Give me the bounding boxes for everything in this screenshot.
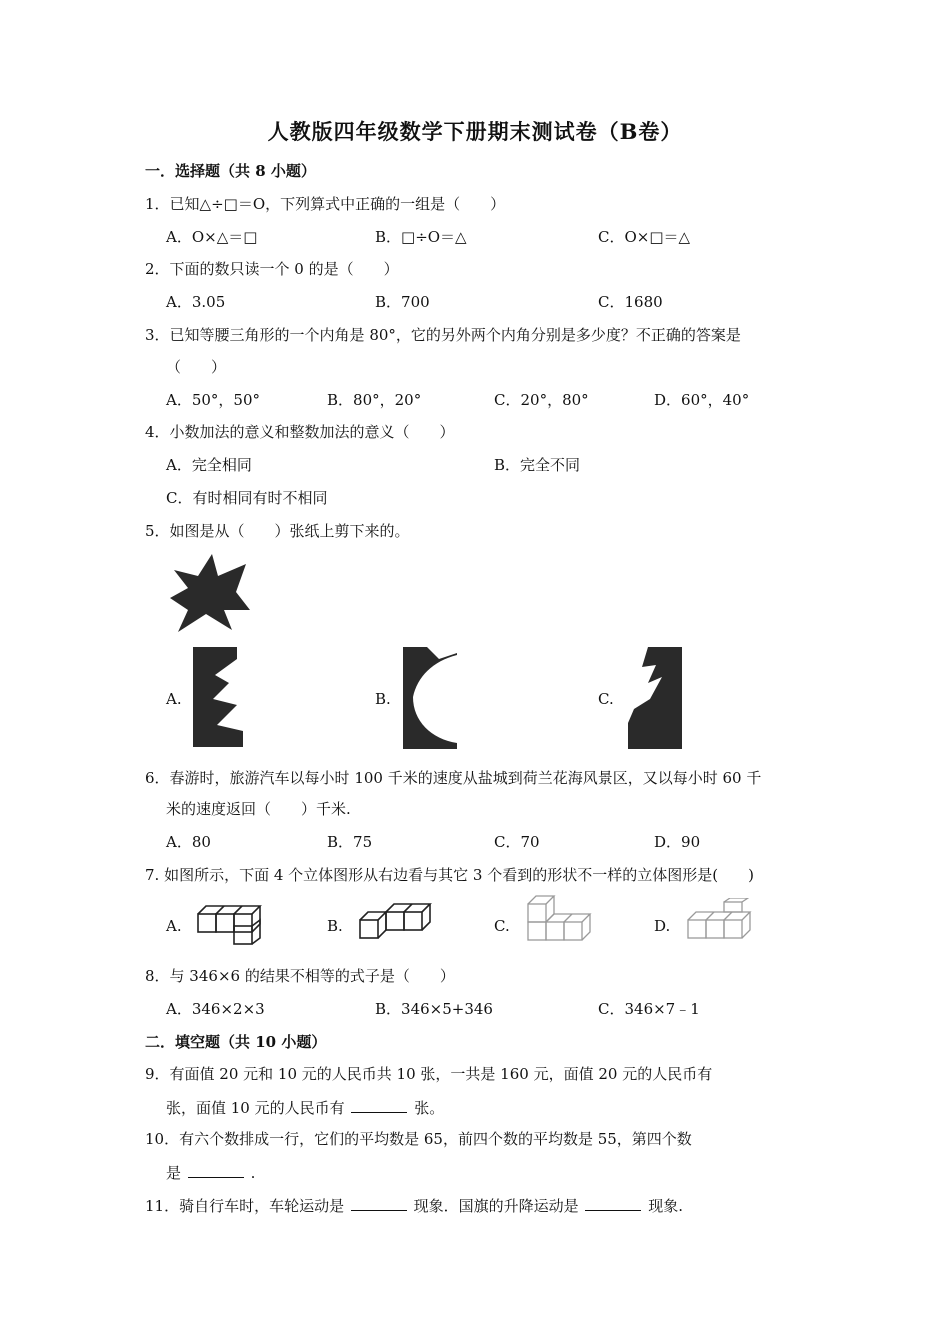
q7-option-a-cubes[interactable]	[196, 900, 272, 946]
q8-option-b[interactable]: B．346×5+346	[375, 1000, 493, 1018]
q4-option-c[interactable]: C．有时相同有时不相同	[166, 489, 328, 507]
q10-text-a: 是	[166, 1164, 182, 1182]
q7-stem: 7. 如图所示，下面 4 个立体图形从右边看与其它 3 个看到的形状不一样的立体图形是( )	[145, 866, 754, 884]
q8-option-a[interactable]: A．346×2×3	[166, 1000, 265, 1018]
q1-option-c[interactable]: C．O×□＝△	[598, 228, 691, 246]
q5-option-b[interactable]: B.	[375, 690, 391, 708]
q7-option-d[interactable]: D.	[654, 917, 671, 935]
q5-stem: 5．如图是从（ ）张纸上剪下来的。	[145, 522, 410, 540]
q11-text-b: 现象．国旗的升降运动是	[413, 1197, 579, 1215]
q7-option-b-cubes[interactable]	[356, 900, 440, 944]
q6-option-b[interactable]: B．75	[327, 833, 373, 851]
q11-text-c: 现象.	[648, 1197, 684, 1215]
q1-stem: 1．已知△÷□＝O，下列算式中正确的一组是（ ）	[145, 195, 506, 213]
q9-answer-blank[interactable]	[351, 1096, 407, 1113]
q9-line2	[166, 1096, 444, 1119]
q1-option-b[interactable]: B．□÷O＝△	[375, 228, 467, 246]
q7-option-c[interactable]: C.	[494, 917, 510, 935]
q7-option-b[interactable]: B.	[327, 917, 343, 935]
q4-option-a[interactable]: A．完全相同	[166, 456, 252, 474]
q8-option-c[interactable]: C．346×7﹣1	[598, 1000, 700, 1018]
q3-option-a[interactable]: A．50°，50°	[166, 391, 261, 409]
page-title: 人教版四年级数学下册期末测试卷（B卷）	[267, 119, 683, 144]
q10-line1: 10．有六个数排成一行，它们的平均数是 65，前四个数的平均数是 55，第四个数	[145, 1130, 692, 1148]
section-fill-heading: 二．填空题（共 10 小题）	[145, 1033, 327, 1051]
q2-stem: 2．下面的数只读一个 0 的是（ ）	[145, 260, 399, 278]
q7-option-c-cubes[interactable]	[522, 894, 592, 952]
q5-option-c[interactable]: C.	[598, 690, 614, 708]
q3-option-c[interactable]: C．20°，80°	[494, 391, 589, 409]
q6-option-d[interactable]: D．90	[654, 833, 701, 851]
section-choice-heading: 一．选择题（共 8 小题）	[145, 162, 316, 180]
q5-option-a-paper[interactable]	[193, 647, 247, 747]
q11-answer-blank-2[interactable]	[585, 1194, 641, 1211]
q6-stem: 6．春游时，旅游汽车以每小时 100 千米的速度从盐城到荷兰花海风景区，又以每小时 60 千	[145, 769, 762, 787]
q10-answer-blank[interactable]	[188, 1161, 244, 1178]
q10-line2	[166, 1161, 255, 1184]
q9-line1: 9．有面值 20 元和 10 元的人民币共 10 张，一共是 160 元，面值 20 元的人民币有	[145, 1065, 713, 1083]
q5-cutout-figure	[166, 552, 252, 634]
q6-stem-cont: 米的速度返回（ ）千米.	[166, 800, 351, 818]
q4-option-b[interactable]: B．完全不同	[494, 456, 581, 474]
q7-option-a[interactable]: A.	[166, 917, 182, 935]
q3-option-d[interactable]: D．60°，40°	[654, 391, 750, 409]
q4-stem: 4．小数加法的意义和整数加法的意义（ ）	[145, 423, 455, 441]
q3-stem: 3．已知等腰三角形的一个内角是 80°，它的另外两个内角分别是多少度？不正确的答案是	[145, 326, 741, 344]
q11-answer-blank-1[interactable]	[351, 1194, 407, 1211]
q6-option-c[interactable]: C．70	[494, 833, 540, 851]
q8-stem: 8．与 346×6 的结果不相等的式子是（ ）	[145, 967, 455, 985]
q3-stem-paren: （ ）	[166, 358, 227, 376]
q3-option-b[interactable]: B．80°，20°	[327, 391, 422, 409]
q7-option-d-cubes[interactable]	[684, 898, 764, 950]
q11-line	[145, 1194, 683, 1217]
q11-text-a: 11．骑自行车时，车轮运动是	[145, 1197, 345, 1215]
q9-text-a: 张，面值 10 元的人民币有	[166, 1099, 345, 1117]
q2-option-c[interactable]: C．1680	[598, 293, 663, 311]
q5-option-a[interactable]: A.	[166, 690, 182, 708]
q6-option-a[interactable]: A．80	[166, 833, 211, 851]
q5-option-b-paper[interactable]	[403, 647, 457, 749]
q1-option-a[interactable]: A．O×△＝□	[166, 228, 258, 246]
q2-option-a[interactable]: A．3.05	[166, 293, 226, 311]
q2-option-b[interactable]: B．700	[375, 293, 430, 311]
q9-text-b: 张。	[414, 1099, 445, 1117]
q10-text-b: .	[250, 1164, 256, 1182]
q5-option-c-paper[interactable]	[628, 647, 682, 749]
